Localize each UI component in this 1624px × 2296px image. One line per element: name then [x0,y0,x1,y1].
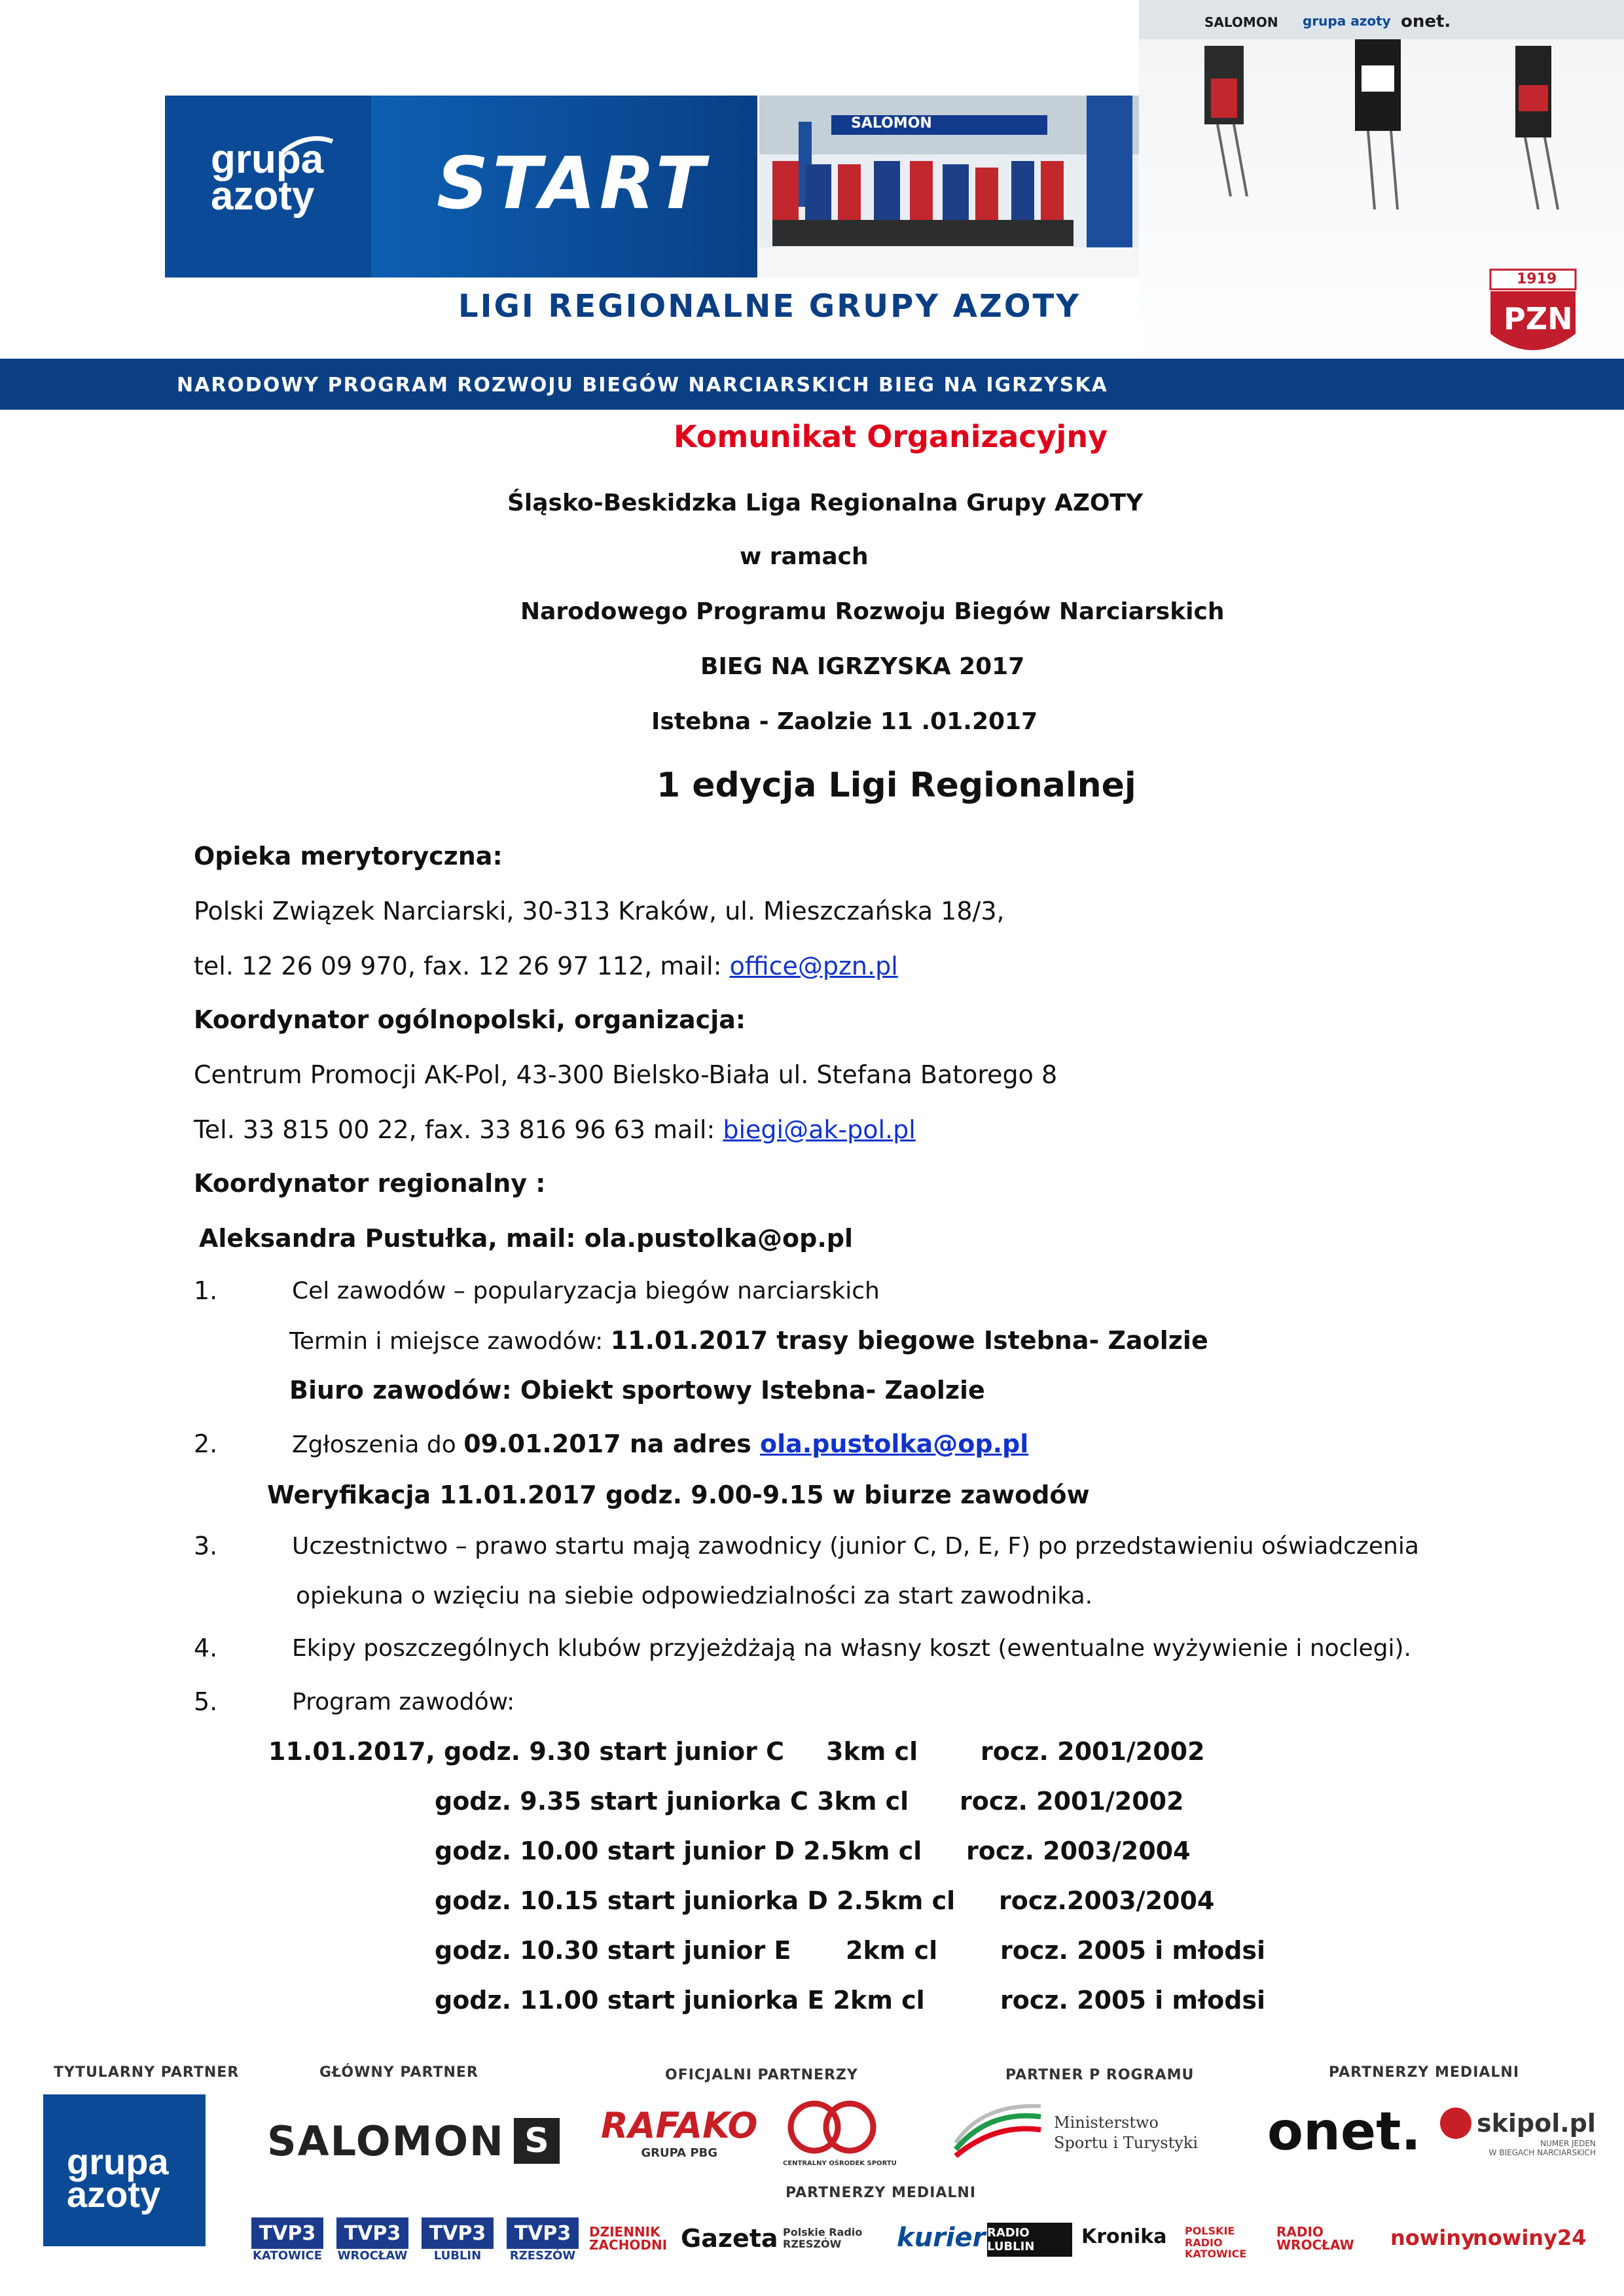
pzn-phone: tel. 12 26 09 970, fax. 12 26 97 112, mail: [194,952,730,980]
skipol-text: skipol.pl [1477,2109,1596,2138]
program-row-time: godz. 11.00 start juniorka E 2km cl [435,1986,925,2015]
skipol-circle-icon [1440,2108,1471,2139]
tvp3-badge: TVP3 [507,2217,579,2249]
tvp3-badge: TVP3 [422,2217,494,2249]
termin-value: 11.01.2017 trasy biegowe Istebna- Zaolzie [610,1326,1208,1355]
ministerstwo-text [1054,2113,1198,2153]
start-logo: START [437,141,709,225]
tvp3-badge: TVP3 [251,2217,323,2249]
weryfikacja-text: Weryfikacja 11.01.2017 godz. 9.00-9.15 w biurze zawodów [267,1480,1090,1509]
partner-programu-label: PARTNER P ROGRAMU [1005,2067,1195,2083]
item-3-line2: opiekuna o wzięciu na siebie odpowiedzialności za start zawodnika. [296,1583,1093,1609]
skiers-start-photo [759,96,1139,278]
program-row-time: 11.01.2017, godz. 9.30 start junior C [268,1737,785,1766]
ligi-regionalne-title: LIGI REGIONALNE GRUPY AZOTY [458,288,1081,325]
tvp3-city: RZESZÓW [509,2249,576,2263]
tvp3-wroclaw-logo [336,2217,408,2263]
program-row-time: godz. 9.35 start juniorka C 3km cl [435,1787,909,1816]
radio-wroclaw-logo: RADIO WROCŁAW [1276,2224,1354,2253]
gazeta-logo: Gazeta [681,2224,778,2253]
footer-grupa-word: grupa [67,2141,169,2182]
zgloszenia-date: 09.01.2017 na adres [463,1429,760,1458]
rafako-text: RAFAKO [601,2105,758,2146]
skiers-photo-image [759,96,1139,278]
polskie-radio-katowice-logo: POLSKIE RADIO KATOWICE [1185,2225,1247,2261]
skipol-sub1: NUMER JEDEN [1540,2139,1596,2148]
pzn-logo [1484,262,1582,367]
glowny-partner-label: GŁÓWNY PARTNER [319,2064,478,2081]
banner-onet-text: onet. [1401,12,1451,31]
item-4-text: Ekipy poszczególnych klubów przyjeżdżają na własny koszt (ewentualne wyżywienie i noclegi). [292,1635,1411,1662]
tvp3-city: WROCŁAW [337,2249,408,2263]
rafako-sub: GRUPA PBG [641,2146,718,2160]
item-1-text: Cel zawodów – popularyzacja biegów narciarskich [292,1278,880,1304]
polskie-radio-rzeszow-logo: Polskie Radio RZESZÓW [783,2226,863,2250]
komunikat-title: Komunikat Organizacyjny [673,419,1108,454]
program-row-dist: 2km cl [846,1936,938,1965]
biuro-zawodow: Biuro zawodów: Obiekt sportowy Istebna- Zaolzie [289,1376,985,1405]
tvp3-city: KATOWICE [252,2249,323,2263]
banner-grupa-text: grupa azoty [1303,13,1391,29]
kronika-logo: Kronika [1081,2225,1167,2248]
footer-grupa-azoty-logo [43,2094,206,2246]
edition-title: 1 edycja Ligi Regionalnej [657,766,1136,805]
nowiny24-logo: nowiny24 [1473,2225,1587,2250]
rafako-logo [601,2105,757,2160]
salomon-logo [267,2118,560,2164]
item-number-4: 4. [194,1634,218,1662]
tvp3-rzeszow-logo [507,2217,579,2263]
akpol-mail-link[interactable]: biegi@ak-pol.pl [723,1115,916,1144]
item-number-1: 1. [194,1276,218,1305]
program-row-year: rocz. 2005 i młodsi [1000,1986,1266,2015]
opieka-label: Opieka merytoryczna: [194,842,503,870]
program-row-time: godz. 10.30 start junior E [435,1936,791,1965]
logo-swoosh-icon [281,135,334,154]
tvp3-katowice-logo [251,2217,323,2263]
program-row-year: rocz. 2001/2002 [981,1737,1205,1766]
grupa-azoty-logo-panel [165,96,371,278]
skipol-logo [1440,2108,1596,2157]
zgloszenia-label: Zgłoszenia do [292,1431,464,1458]
item-3-line1: Uczestnictwo – prawo startu mają zawodnicy (junior C, D, E, F) po przedstawieniu oświadczenia [292,1533,1419,1560]
tvp3-badge: TVP3 [336,2217,408,2249]
program-row-year: rocz. 2001/2002 [960,1787,1184,1816]
koordynator-ogolnopolski-label: Koordynator ogólnopolski, organizacja: [194,1005,746,1034]
pzn-contact-line [194,952,898,980]
item-number-3: 3. [194,1532,218,1560]
start-logo-panel [371,96,757,278]
program-name: Narodowego Programu Rozwoju Biegów Narciarskich [520,598,1225,625]
program-row-year: rocz. 2005 i młodsi [1000,1936,1266,1965]
regional-coordinator: Aleksandra Pustułka, mail: ola.pustolka@op.pl [199,1224,854,1253]
photo-banner-text: SALOMON [851,115,932,132]
program-row-time: godz. 10.00 start junior D 2.5km cl [435,1837,922,1865]
termin-label: Termin i miejsce zawodów: [289,1328,611,1355]
tvp3-lublin-logo [422,2217,494,2263]
liga-name: Śląsko-Beskidzka Liga Regionalna Grupy AZOTY [507,490,1144,516]
nowiny-logo: nowiny [1390,2225,1475,2250]
zgloszenia-mail-link[interactable]: ola.pustolka@op.pl [759,1429,1029,1458]
tytularny-partner-label: TYTULARNY PARTNER [54,2064,240,2081]
logo-azoty-text: azoty [211,173,315,219]
event-location-date: Istebna - Zaolzie 11 .01.2017 [651,708,1038,735]
partnerzy-medialni-label-bottom: PARTNERZY MEDIALNI [785,2185,977,2201]
pzn-mail-link[interactable]: office@pzn.pl [729,952,898,980]
salomon-s-icon: S [514,2118,560,2164]
banner-salomon-text: SALOMON [1204,14,1278,30]
pzn-year: 1919 [1517,271,1557,287]
pzn-address: Polski Związek Narciarski, 30-313 Kraków, ul. Mieszczańska 18/3, [194,897,1005,925]
ministerstwo-logo [949,2104,1198,2162]
bieg-na-igrzyska-title: BIEG NA IGRZYSKA 2017 [700,653,1025,680]
skipol-sub2: W BIEGACH NARCIARSKICH [1489,2148,1596,2157]
skiers-race-photo [1139,0,1624,367]
logo-grupa-text: grupa [211,137,324,182]
termin-line [289,1326,1208,1355]
cos-rings-icon [783,2097,881,2157]
ministerstwo-line2: Sportu i Turystyki [1054,2134,1198,2152]
footer-azoty-word: azoty [67,2174,161,2215]
program-row-dist: 3km cl [826,1737,918,1766]
oficjalni-partnerzy-label: OFICJALNI PARTNERZY [665,2067,858,2083]
akpol-address: Centrum Promocji AK-Pol, 43-300 Bielsko-Biała ul. Stefana Batorego 8 [194,1060,1058,1089]
program-row-time: godz. 10.15 start juniorka D 2.5km cl [435,1886,956,1915]
program-row-year: rocz. 2003/2004 [966,1837,1191,1865]
onet-logo: onet. [1267,2101,1421,2162]
koordynator-regionalny-label: Koordynator regionalny : [194,1169,546,1198]
pzn-letters: PZN [1504,301,1573,336]
tvp3-city: LUBLIN [433,2249,482,2263]
salomon-text: SALOMON [267,2117,505,2165]
footer-grupa-azoty-text [67,2141,169,2215]
item-5-text: Program zawodów: [292,1689,515,1715]
program-bar-text: NARODOWY PROGRAM ROZWOJU BIEGÓW NARCIARSKICH BIEG NA IGRZYSKA [177,374,1108,397]
w-ramach-text: w ramach [740,543,869,570]
ministerstwo-line1: Ministerstwo [1054,2113,1159,2132]
ministerstwo-ribbon-icon [949,2104,1047,2162]
dziennik-zachodni-logo: DZIENNIK ZACHODNI [589,2224,668,2253]
akpol-contact-line [194,1115,916,1144]
kurier-logo: kurier [897,2223,986,2253]
akpol-phone: Tel. 33 815 00 22, fax. 33 816 96 63 mail: [194,1115,723,1144]
program-row-year: rocz.2003/2004 [999,1886,1215,1915]
item-2-line [292,1429,1028,1458]
cos-sub: CENTRALNY OŚRODEK SPORTU [783,2160,897,2167]
cos-logo [783,2097,897,2167]
partnerzy-medialni-label-top: PARTNERZY MEDIALNI [1329,2064,1520,2081]
item-number-2: 2. [194,1429,218,1458]
item-number-5: 5. [194,1687,218,1716]
radio-lublin-logo: RADIO LUBLIN [987,2223,1072,2257]
